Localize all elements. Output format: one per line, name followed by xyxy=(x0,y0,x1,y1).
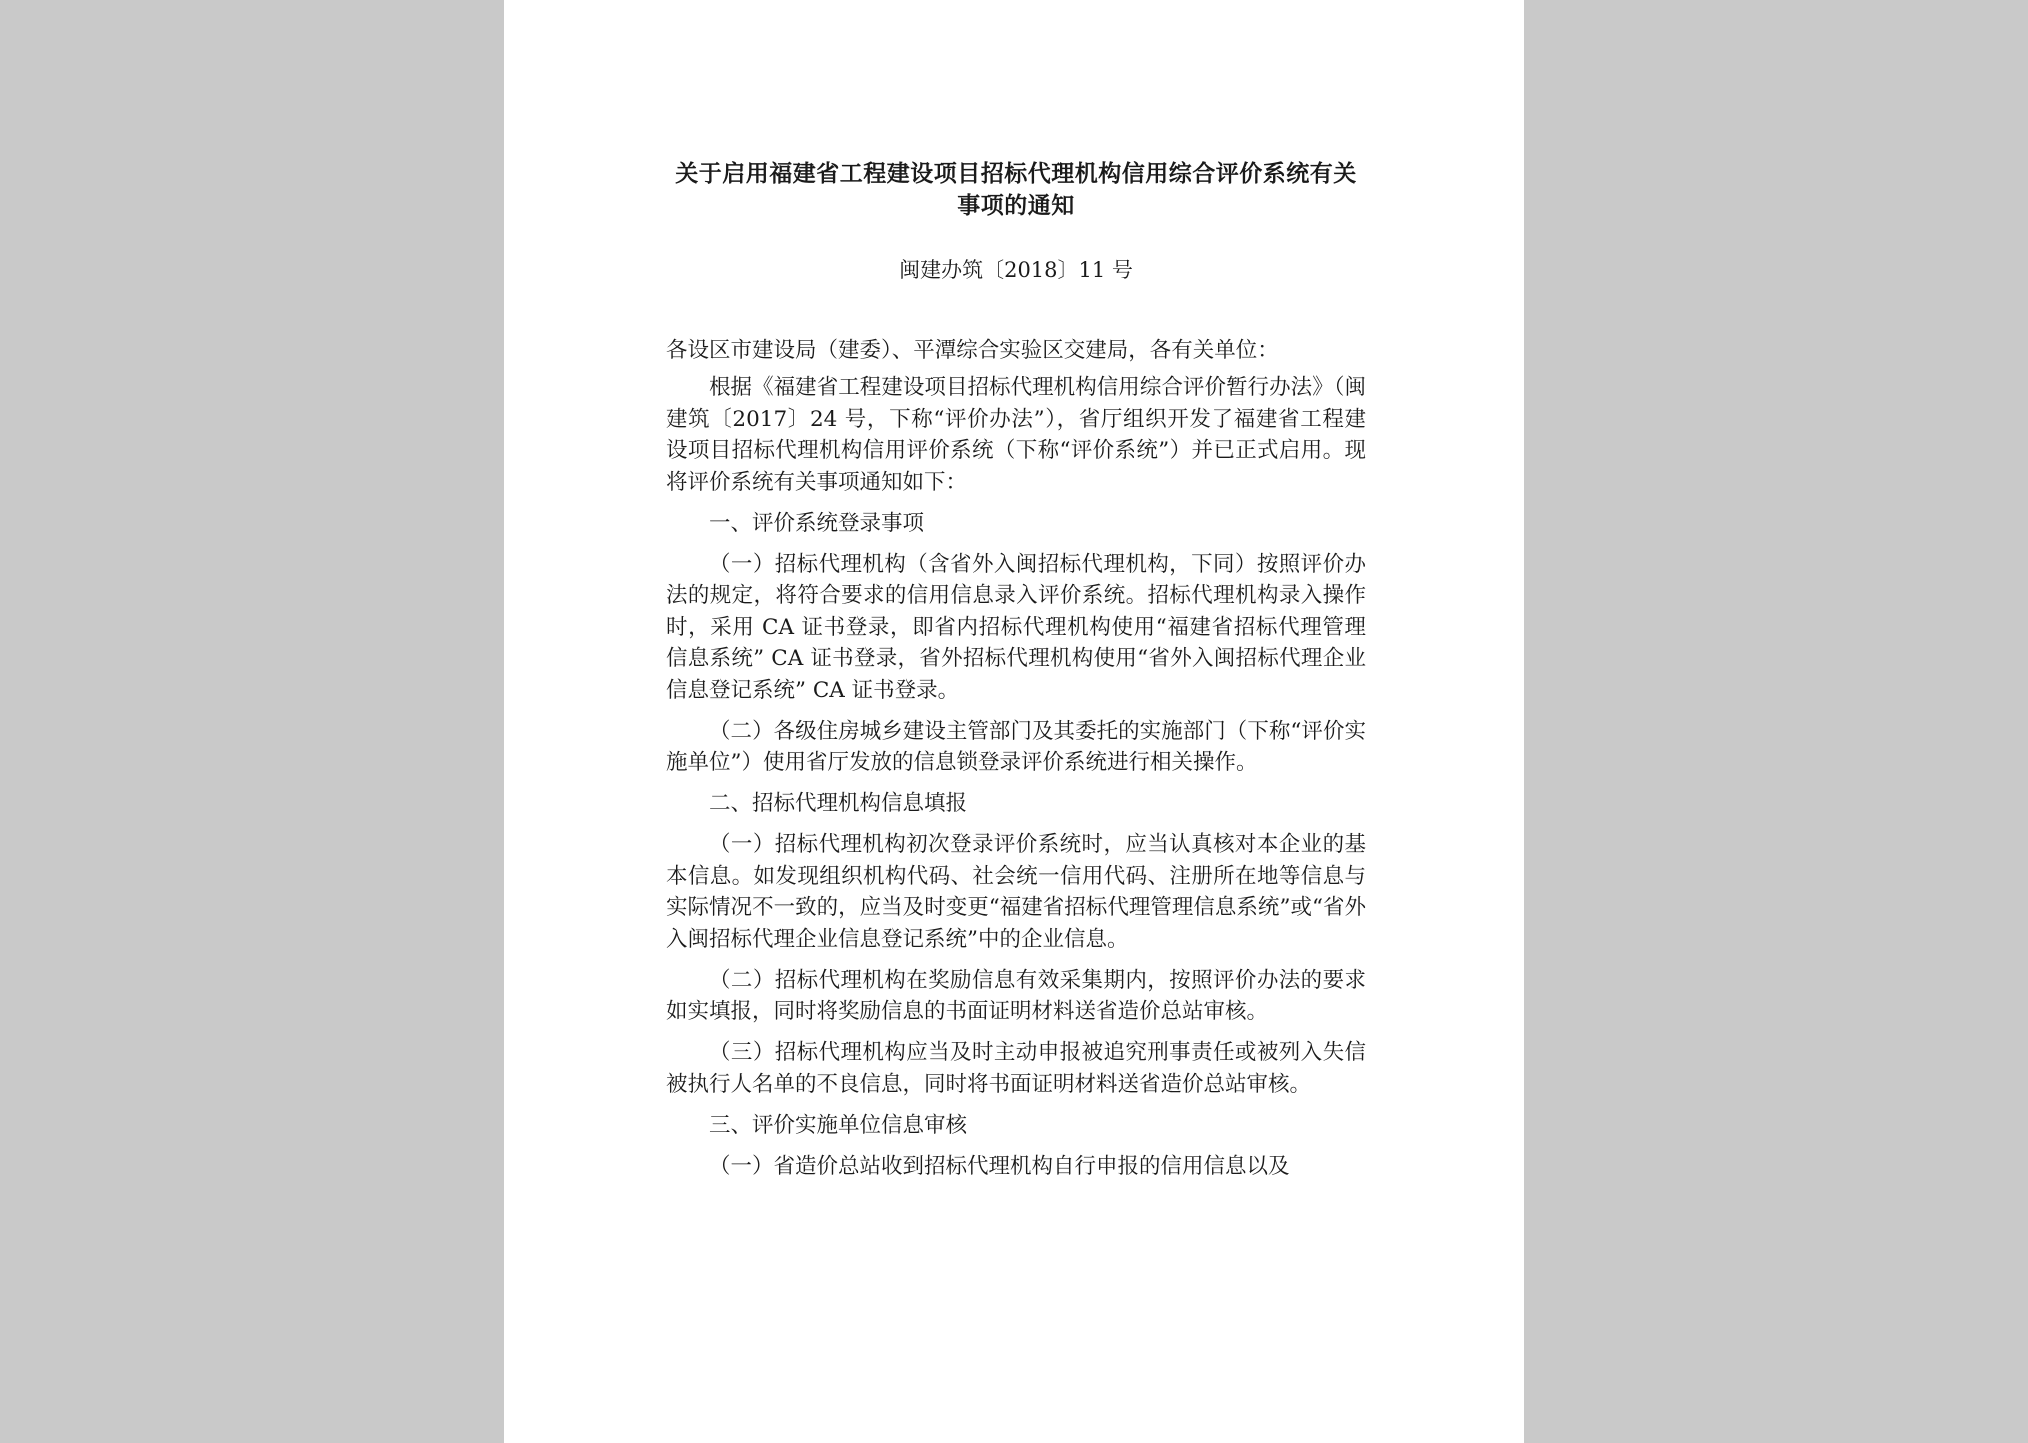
paragraph-1-2: （二）各级住房城乡建设主管部门及其委托的实施部门（下称“评价实施单位”）使用省厅发放的信息锁登录评价系统进行相关操作。 xyxy=(666,718,1366,775)
document-title xyxy=(666,158,1366,222)
addressee: 各设区市建设局（建委）、平潭综合实验区交建局，各有关单位： xyxy=(666,338,1279,363)
paragraph-1-1: （一）招标代理机构（含省外入闽招标代理机构，下同）按照评价办法的规定，将符合要求的信用信息录入评价系统。招标代理机构录入操作时，采用 CA 证书登录，即省内招标代理机构使用“福建省招标代理管理信息系统” CA 证书登录，省外招标代理机构使用“省外入闽招标代理企业信息登记系统” CA 证书登录。 xyxy=(666,551,1366,703)
section-heading-2: 二、招标代理机构信息填报 xyxy=(709,791,968,816)
paragraph-2-1: （一）招标代理机构初次登录评价系统时，应当认真核对本企业的基本信息。如发现组织机构代码、社会统一信用代码、注册所在地等信息与实际情况不一致的，应当及时变更“福建省招标代理管理信息系统”或“省外入闽招标代理企业信息登记系统”中的企业信息。 xyxy=(666,832,1366,952)
paragraph-2-2: （二）招标代理机构在奖励信息有效采集期内，按照评价办法的要求如实填报，同时将奖励信息的书面证明材料送省造价总站审核。 xyxy=(666,967,1366,1024)
paragraph-3-1: （一）省造价总站收到招标代理机构自行申报的信用信息以及 xyxy=(709,1153,1290,1179)
document-body xyxy=(666,372,1366,1192)
section-heading-1: 一、评价系统登录事项 xyxy=(709,510,925,536)
title-line-1: 关于启用福建省工程建设项目招标代理机构信用综合评价系统有关 xyxy=(675,160,1357,187)
document-number: 闽建办筑〔2018〕11 号 xyxy=(899,258,1133,282)
document-page xyxy=(504,0,1524,1443)
intro-paragraph: 根据《福建省工程建设项目招标代理机构信用综合评价暂行办法》（闽建筑〔2017〕24 号，下称“评价办法”），省厅组织开发了福建省工程建设项目招标代理机构信用评价系统（下称“评价系统”）并已正式启用。现将评价系统有关事项通知如下： xyxy=(666,375,1366,495)
paragraph-2-3: （三）招标代理机构应当及时主动申报被追究刑事责任或被列入失信被执行人名单的不良信息，同时将书面证明材料送省造价总站审核。 xyxy=(666,1040,1366,1097)
title-line-2: 事项的通知 xyxy=(957,192,1075,219)
section-heading-3: 三、评价实施单位信息审核 xyxy=(709,1112,968,1138)
